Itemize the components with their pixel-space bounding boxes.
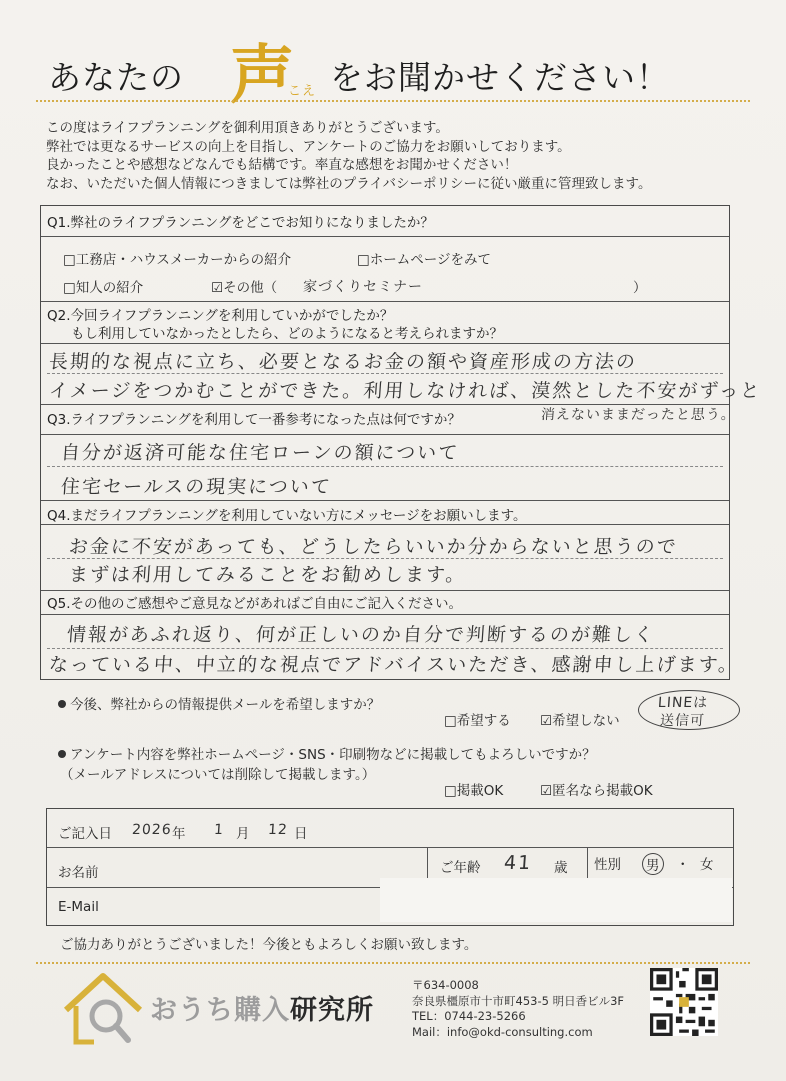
mail-question-text: 今後、弊社からの情報提供メールを希望しますか？	[70, 697, 381, 713]
publish-question	[58, 743, 596, 763]
q4-question: Q4.まだライフプランニングを利用していない方にメッセージをお願いします。	[47, 508, 527, 524]
age-label: ご年齢	[440, 860, 481, 876]
gender-male[interactable]: 男	[642, 853, 664, 875]
q4-answer-line1[interactable]: お金に不安があっても、どうしたらいいか分からないと思うので	[68, 536, 679, 558]
gender-separator: ・	[676, 857, 690, 873]
company-address	[412, 978, 624, 1040]
qr-code-icon[interactable]	[650, 968, 718, 1036]
q2-divider	[41, 343, 729, 344]
q2-divider-top	[41, 301, 729, 302]
q2-question-line2: もし利用していなかったとしたら、どのようになると考えられますか？	[71, 326, 503, 342]
name-label: お名前	[58, 865, 99, 881]
email-address: Mail：info@okd-consulting.com	[412, 1024, 593, 1039]
footer-divider	[36, 962, 750, 964]
age-unit: 歳	[554, 860, 568, 876]
email-redaction	[380, 878, 732, 922]
q1-option-builder[interactable]: □工務店・ハウスメーカーからの紹介	[63, 252, 292, 268]
logo-text-dark: 研究所	[290, 995, 374, 1026]
intro-text	[46, 119, 746, 193]
mail-option-no[interactable]: ☑希望しない	[540, 713, 620, 729]
title-before: あなたの	[48, 58, 184, 97]
mail-option-yes[interactable]: □希望する	[444, 713, 511, 729]
q5-answer-rule	[47, 648, 723, 649]
date-month[interactable]: 1	[213, 822, 225, 838]
q3-answer-line1[interactable]: 自分が返済可能な住宅ローンの額について	[60, 442, 460, 464]
publish-option-anonymous[interactable]: ☑匿名なら掲載OK	[540, 783, 653, 799]
thanks-text: ご協力ありがとうございました！今後ともよろしくお願い致します。	[60, 937, 478, 953]
q1-option-other[interactable]: ☑その他（	[211, 280, 278, 296]
intro-line: この度はライフプランニングを御利用頂きありがとうございます。	[46, 120, 449, 136]
age-value[interactable]: 41	[503, 852, 533, 874]
q1-close-paren: ）	[633, 280, 647, 296]
publish-option-ok[interactable]: □掲載OK	[444, 783, 504, 799]
title-ruby: こえ	[288, 84, 317, 99]
mail-note-line2[interactable]: 送信可	[659, 713, 706, 729]
q3-answer-line2[interactable]: 住宅セールスの現実について	[60, 476, 333, 498]
q4-answer-line2[interactable]: まずは利用してみることをお勧めします。	[68, 564, 468, 586]
street-address: 奈良県橿原市十市町453-5 明日香ビル3F	[412, 993, 625, 1008]
q4-answer-rule	[47, 558, 723, 559]
date-year-unit: 年	[172, 826, 186, 842]
telephone: TEL：0744-23-5266	[412, 1009, 526, 1023]
publish-note: （メールアドレスについては削除して掲載します。）	[60, 767, 376, 783]
intro-line: なお、いただいた個人情報につきましては弊社のプライバシーポリシーに従い厳重に管理致します。	[46, 175, 652, 192]
mail-note-line1[interactable]: LINEは	[657, 695, 709, 711]
q4-divider	[41, 524, 729, 525]
info-row-divider	[47, 847, 733, 848]
q2-answer-line1[interactable]: 長期的な視点に立ち、必要となるお金の額や資産形成の方法の	[48, 351, 638, 373]
email-label: E-Mail	[58, 899, 99, 915]
logo-text-light: おうち購入	[150, 995, 290, 1026]
gender-label: 性別	[594, 857, 621, 873]
q5-divider-top	[41, 590, 729, 591]
company-logo-text	[150, 988, 374, 1027]
q5-question: Q5.その他のご感想やご意見などがあればご自由にご記入ください。	[47, 596, 463, 612]
gender-female[interactable]: 女	[700, 857, 714, 873]
intro-line: 良かったことや感想などなんでも結構です。率直な感想をお聞かせください！	[46, 157, 518, 173]
q3-answer-rule	[47, 466, 723, 467]
postal-code: 〒634-0008	[412, 978, 479, 992]
q1-option-friend[interactable]: □知人の紹介	[63, 280, 144, 296]
title-emphasis: 声	[230, 38, 295, 113]
q2-answer-line3[interactable]: 消えないままだったと思う。	[540, 407, 737, 423]
date-year[interactable]: 2026	[131, 822, 173, 838]
q5-answer-line1[interactable]: 情報があふれ返り、何が正しいのか自分で判断するのが難しく	[66, 624, 656, 646]
q5-answer-line2[interactable]: なっている中、中立的な視点でアドバイスいただき、感謝申し上げます。	[48, 654, 740, 676]
q2-answer-line2[interactable]: イメージをつかむことができた。利用しなければ、漠然とした不安がずっと	[48, 380, 762, 402]
q2-answer-rule	[47, 373, 723, 374]
title-after: をお聞かせください！	[330, 58, 670, 97]
q1-question: Q1.弊社のライフプランニングをどこでお知りになりましたか？	[47, 215, 434, 231]
mail-question	[58, 693, 380, 713]
date-month-unit: 月	[236, 826, 250, 842]
question-table	[40, 205, 762, 680]
publish-question-text: アンケート内容を弊社ホームページ・SNS・印刷物などに掲載してもよろしいですか？	[70, 747, 596, 763]
date-day-unit: 日	[294, 826, 308, 842]
q5-divider	[41, 614, 729, 615]
bullet-icon	[58, 750, 66, 758]
intro-line: 弊社では更なるサービスの向上を目指し、アンケートのご協力をお願いしております。	[46, 138, 571, 155]
header-divider	[36, 100, 750, 102]
q1-other-answer[interactable]: 家づくりセミナー	[302, 279, 424, 295]
q1-option-homepage[interactable]: □ホームページをみて	[357, 252, 491, 268]
bullet-icon	[58, 700, 66, 708]
date-day[interactable]: 12	[267, 822, 289, 838]
date-label: ご記入日	[58, 826, 112, 842]
q3-divider	[41, 434, 729, 435]
q4-divider-top	[41, 500, 729, 501]
q2-question-line1: Q2.今回ライフプランニングを利用していかがでしたか？	[47, 308, 394, 324]
q3-question: Q3.ライフプランニングを利用して一番参考になった点は何ですか？	[47, 412, 461, 428]
house-magnifier-logo-icon	[60, 970, 146, 1050]
q1-divider	[41, 236, 729, 237]
